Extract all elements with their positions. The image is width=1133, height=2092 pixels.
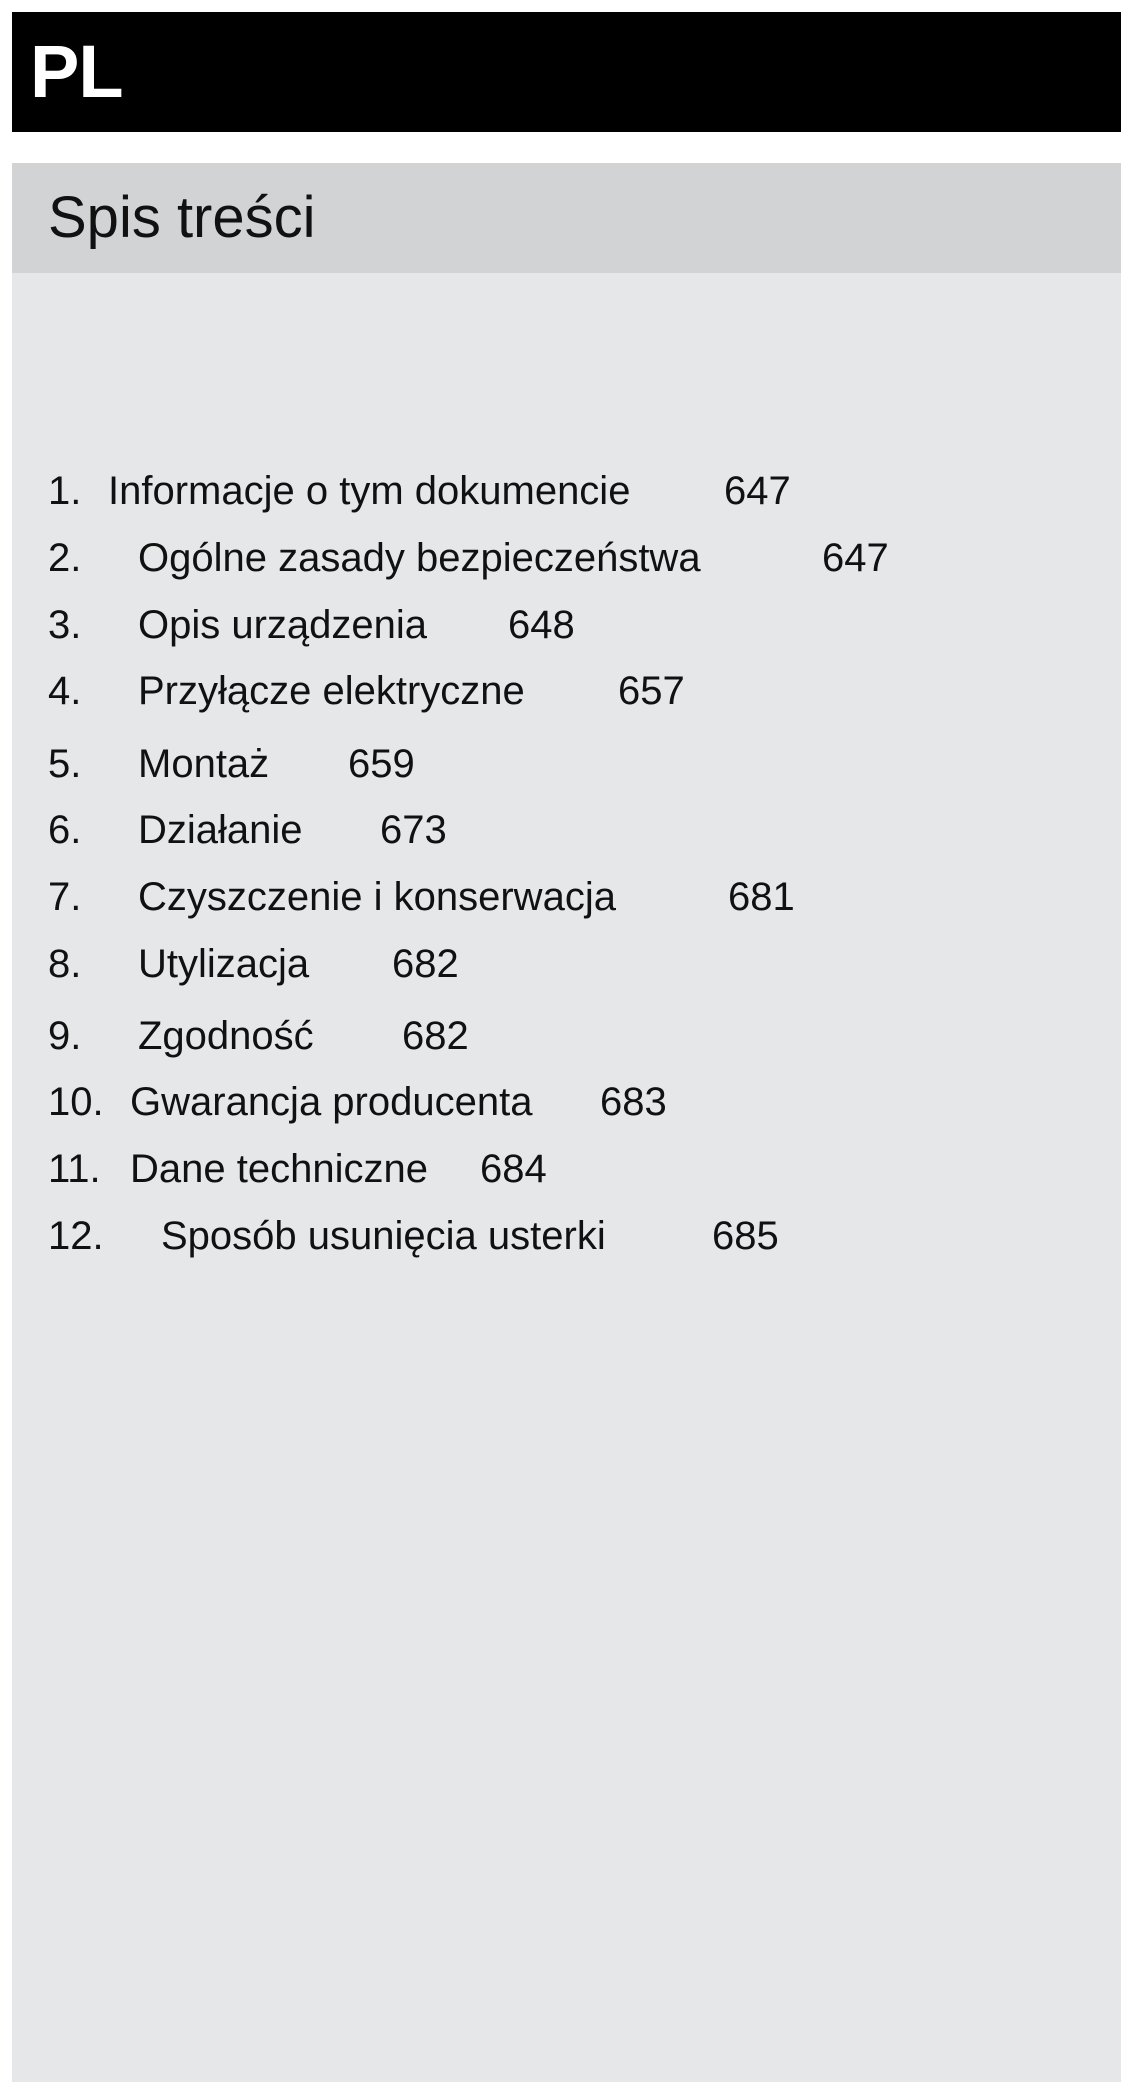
language-code: PL — [30, 30, 123, 113]
toc-entry-page: 657 — [618, 669, 685, 713]
toc-entry-number: 6. — [48, 808, 82, 852]
toc-entry-page: 684 — [480, 1147, 547, 1191]
toc-entry-number: 1. — [48, 469, 82, 513]
toc-title: Spis treści — [48, 185, 316, 250]
toc-entry-title: Gwarancja producenta — [130, 1080, 533, 1124]
toc-entry-title: Sposób usunięcia usterki — [161, 1214, 606, 1258]
toc-entry-number: 10. — [48, 1080, 104, 1124]
toc-entry-number: 9. — [48, 1014, 82, 1058]
language-bar — [12, 12, 1121, 132]
toc-entry-title: Działanie — [138, 808, 303, 852]
toc-entry-page: 683 — [600, 1080, 667, 1124]
toc-entry-title: Dane techniczne — [130, 1147, 428, 1191]
toc-entry-page: 685 — [712, 1214, 779, 1258]
toc-entry-title: Czyszczenie i konserwacja — [138, 875, 616, 919]
toc-entry-number: 12. — [48, 1214, 104, 1258]
toc-entry-title: Utylizacja — [138, 942, 310, 986]
toc-entry-page: 681 — [728, 875, 795, 919]
toc-entry-title: Opis urządzenia — [138, 603, 428, 647]
toc-list — [12, 163, 1121, 2082]
toc-entry-page: 648 — [508, 603, 575, 647]
toc-entry-number: 8. — [48, 942, 82, 986]
toc-entry-page: 682 — [402, 1014, 469, 1058]
toc-entry-title: Ogólne zasady bezpieczeństwa — [138, 536, 701, 580]
toc-entry-title: Informacje o tym dokumencie — [108, 469, 631, 513]
toc-entry-number: 2. — [48, 536, 82, 580]
table-of-contents — [12, 163, 1121, 2082]
toc-entry-page: 682 — [392, 942, 459, 986]
toc-entry-title: Zgodność — [138, 1014, 314, 1058]
toc-entry-page: 659 — [348, 742, 415, 786]
toc-entry-title: Przyłącze elektryczne — [138, 669, 525, 713]
toc-entry-page: 647 — [822, 536, 889, 580]
toc-entry-page: 647 — [724, 469, 791, 513]
toc-entry-number: 5. — [48, 742, 82, 786]
toc-entry-number: 11. — [48, 1147, 101, 1191]
toc-entry-number: 7. — [48, 875, 82, 919]
toc-entry-number: 4. — [48, 669, 82, 713]
toc-entry-page: 673 — [380, 808, 447, 852]
toc-entry-title: Montaż — [138, 742, 270, 786]
toc-entry-number: 3. — [48, 603, 82, 647]
